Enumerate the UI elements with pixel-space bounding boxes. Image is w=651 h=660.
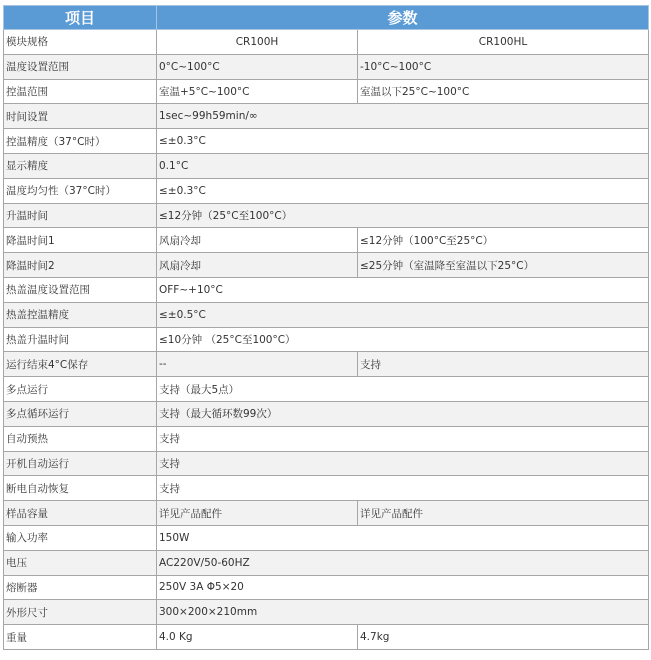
row-label: 断电自动恢复	[4, 476, 157, 501]
row-value: ≤±0.5°C	[157, 302, 649, 327]
row-value: 支持	[157, 451, 649, 476]
row-value-alt: ≤12分钟（100°C至25°C）	[358, 228, 649, 253]
row-value: 风扇冷却	[157, 253, 358, 278]
table-row	[4, 203, 649, 228]
row-label: 降温时间1	[4, 228, 157, 253]
spec-table-container	[3, 5, 648, 650]
row-label: 热盖控温精度	[4, 302, 157, 327]
row-value: ≤±0.3°C	[157, 178, 649, 203]
row-value: 250V 3A Φ5×20	[157, 575, 649, 600]
row-value-alt: 支持	[358, 352, 649, 377]
table-row	[4, 352, 649, 377]
table-row	[4, 377, 649, 402]
row-value: 1sec~99h59min/∞	[157, 104, 649, 129]
table-row	[4, 228, 649, 253]
table-row	[4, 129, 649, 154]
table-row	[4, 30, 649, 55]
row-label: 热盖温度设置范围	[4, 277, 157, 302]
row-label: 时间设置	[4, 104, 157, 129]
spec-table	[3, 5, 649, 650]
row-value: 支持（最大5点）	[157, 377, 649, 402]
table-row	[4, 104, 649, 129]
row-value: 0.1°C	[157, 153, 649, 178]
table-row	[4, 451, 649, 476]
row-label: 降温时间2	[4, 253, 157, 278]
table-row	[4, 178, 649, 203]
row-label: 控温精度（37°C时）	[4, 129, 157, 154]
row-label: 温度设置范围	[4, 54, 157, 79]
row-value: OFF~+10°C	[157, 277, 649, 302]
table-row	[4, 54, 649, 79]
row-value-alt: CR100HL	[358, 30, 649, 55]
row-value: ≤12分钟（25°C至100°C）	[157, 203, 649, 228]
table-row	[4, 153, 649, 178]
row-label: 升温时间	[4, 203, 157, 228]
row-label: 多点循环运行	[4, 401, 157, 426]
row-value: AC220V/50-60HZ	[157, 550, 649, 575]
row-label: 控温范围	[4, 79, 157, 104]
table-row	[4, 79, 649, 104]
row-value: ≤±0.3°C	[157, 129, 649, 154]
row-value: 支持（最大循环数99次）	[157, 401, 649, 426]
header-item: 项目	[4, 6, 157, 30]
table-row	[4, 302, 649, 327]
table-row	[4, 327, 649, 352]
row-value: 300×200×210mm	[157, 600, 649, 625]
row-value: 风扇冷却	[157, 228, 358, 253]
row-label: 运行结束4°C保存	[4, 352, 157, 377]
table-row	[4, 253, 649, 278]
row-label: 熔断器	[4, 575, 157, 600]
row-value: 4.0 Kg	[157, 625, 358, 650]
row-value: 详见产品配件	[157, 501, 358, 526]
table-body	[4, 30, 649, 650]
row-label: 样品容量	[4, 501, 157, 526]
table-row	[4, 625, 649, 650]
row-value: 支持	[157, 476, 649, 501]
table-row	[4, 501, 649, 526]
row-label: 温度均匀性（37°C时）	[4, 178, 157, 203]
table-row	[4, 525, 649, 550]
table-row	[4, 426, 649, 451]
table-row	[4, 575, 649, 600]
row-value-alt: ≤25分钟（室温降至室温以下25°C）	[358, 253, 649, 278]
row-value-alt: 4.7kg	[358, 625, 649, 650]
row-label: 显示精度	[4, 153, 157, 178]
row-value: 室温+5°C~100°C	[157, 79, 358, 104]
table-row	[4, 401, 649, 426]
row-value: 支持	[157, 426, 649, 451]
row-value: 150W	[157, 525, 649, 550]
row-label: 自动预热	[4, 426, 157, 451]
row-value-alt: 详见产品配件	[358, 501, 649, 526]
table-row	[4, 277, 649, 302]
row-label: 多点运行	[4, 377, 157, 402]
row-label: 开机自动运行	[4, 451, 157, 476]
row-value-alt: 室温以下25°C~100°C	[358, 79, 649, 104]
row-label: 外形尺寸	[4, 600, 157, 625]
row-label: 电压	[4, 550, 157, 575]
table-row	[4, 476, 649, 501]
row-value: CR100H	[157, 30, 358, 55]
row-value: ≤10分钟 （25°C至100°C）	[157, 327, 649, 352]
table-row	[4, 550, 649, 575]
row-label: 重量	[4, 625, 157, 650]
row-value-alt: -10°C~100°C	[358, 54, 649, 79]
row-label: 热盖升温时间	[4, 327, 157, 352]
table-header-row	[4, 6, 649, 30]
row-label: 输入功率	[4, 525, 157, 550]
header-params: 参数	[157, 6, 649, 30]
row-value: --	[157, 352, 358, 377]
row-label: 模块规格	[4, 30, 157, 55]
table-row	[4, 600, 649, 625]
row-value: 0°C~100°C	[157, 54, 358, 79]
